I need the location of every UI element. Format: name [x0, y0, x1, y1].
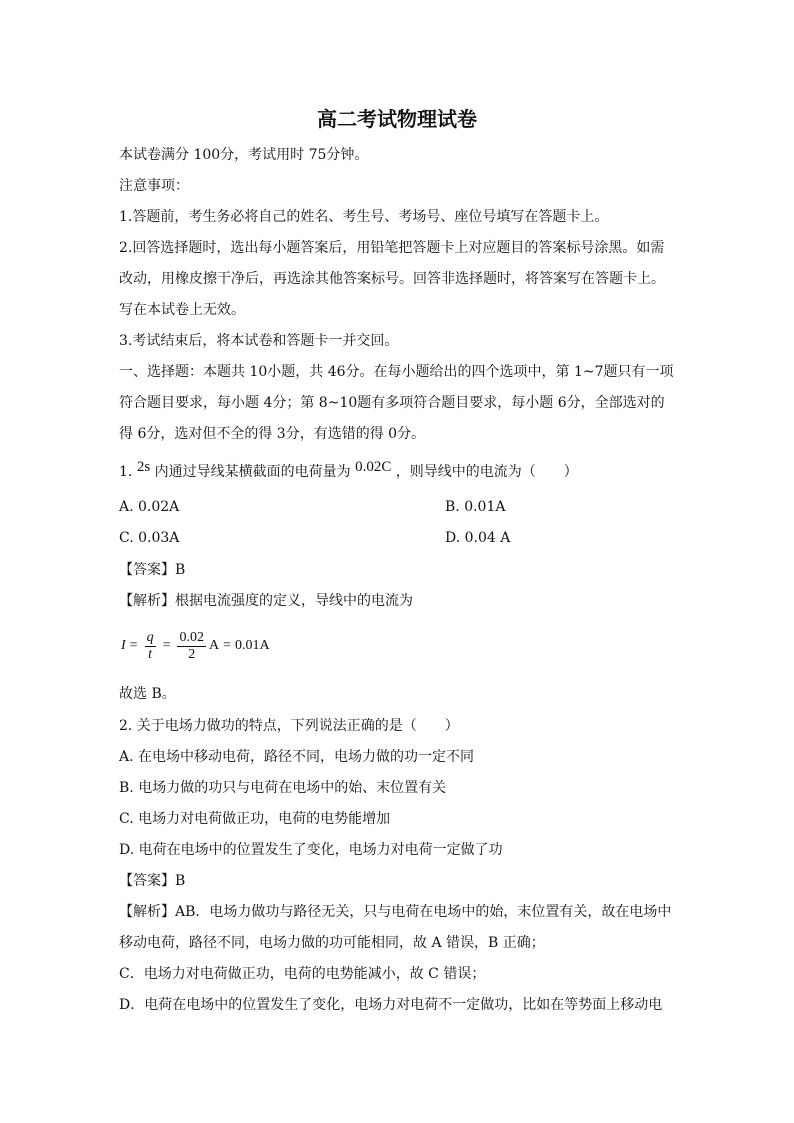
current-formula: I = $\frac{q}{t}$ = $\frac{0.02}{2}$ A = 0.01A: [121, 629, 270, 662]
fraction-values: [177, 630, 206, 663]
option-a: A. 在电场中移动电荷，路径不同，电场力做的功一定不同: [119, 749, 475, 765]
conclusion-text: 故选 B。: [119, 686, 176, 702]
option-b: B. 0.01A: [445, 499, 506, 515]
notice-heading: 注意事项：: [119, 178, 189, 194]
analysis-line-3: C．电场力对电荷做正功，电荷的电势能减小，故 C 错误；: [119, 966, 486, 982]
page-title: 高二考试物理试卷: [317, 107, 477, 131]
charge-value: 0.02C: [355, 459, 392, 475]
fraction-denominator: 2: [188, 646, 196, 662]
notice-item-2-line-1: 2.回答选择题时，选出每小题答案后，用铅笔把答题卡上对应题目的答案标号涂黑。如需: [119, 240, 665, 256]
question-number: 1.: [119, 464, 133, 480]
notice-item-1: 1.答题前，考生务必将自己的姓名、考生号、考场号、座位号填写在答题卡上。: [119, 209, 609, 225]
fraction-denominator: t: [148, 646, 153, 662]
analysis-line-2: 移动电荷，路径不同，电场力做的功可能相同，故 A 错误，B 正确；: [119, 935, 545, 951]
fraction-numerator: 0.02: [179, 629, 204, 645]
stem-text: ，则导线中的电流为（ ）: [395, 464, 578, 480]
option-d: D. 0.04 A: [445, 530, 511, 546]
analysis-text: 【解析】根据电流强度的定义，导线中的电流为: [119, 593, 413, 609]
answer-label: 【答案】B: [119, 873, 186, 889]
result: 0.01A: [235, 638, 270, 653]
fraction-q-over-t: [145, 630, 156, 663]
notice-item-3: 3.考试结束后，将本试卷和答题卡一并交回。: [119, 333, 399, 349]
full-score-text: 本试卷满分 100分，考试用时 75分钟。: [119, 147, 369, 163]
unit: A: [208, 638, 220, 653]
option-a: A. 0.02A: [119, 499, 180, 515]
analysis-line-4: D．电荷在电场中的位置发生了变化，电场力对电荷不一定做功，比如在等势面上移动电: [119, 997, 663, 1013]
question-2-stem: 2. 关于电场力做功的特点，下列说法正确的是（ ）: [119, 718, 459, 734]
fraction-numerator: q: [146, 629, 154, 645]
notice-item-2-line-2: 改动，用橡皮擦干净后，再选涂其他答案标号。回答非选择题时，将答案写在答题卡上。: [119, 271, 665, 287]
analysis-line-1: 【解析】AB．电场力做功与路径无关，只与电荷在电场中的始，末位置有关，故在电场中: [119, 904, 672, 920]
answer-label: 【答案】B: [119, 562, 186, 578]
option-b: B. 电场力做的功只与电荷在电场中的始、末位置有关: [119, 780, 447, 796]
section-heading-line-3: 得 6分，选对但不全的得 3分，有选错的得 0分。: [119, 426, 426, 442]
formula-symbol: I: [121, 638, 126, 653]
option-d: D. 电荷在电场中的位置发生了变化，电场力对电荷一定做了功: [119, 842, 503, 858]
question-1-stem: [119, 459, 578, 482]
option-c: C. 电场力对电荷做正功，电荷的电势能增加: [119, 811, 391, 827]
section-heading-line-1: 一、选择题：本题共 10小题，共 46分。在每小题给出的四个选项中，第 1~7题只有一项: [119, 364, 674, 380]
notice-item-2-line-3: 写在本试卷上无效。: [119, 302, 245, 318]
time-value: 2s: [136, 459, 151, 475]
option-c: C. 0.03A: [119, 530, 180, 546]
stem-text: 内通过导线某横截面的电荷量为: [154, 464, 351, 480]
section-heading-line-2: 符合题目要求，每小题 4分；第 8~10题有多项符合题目要求，每小题 6分，全部选对的: [119, 395, 665, 411]
